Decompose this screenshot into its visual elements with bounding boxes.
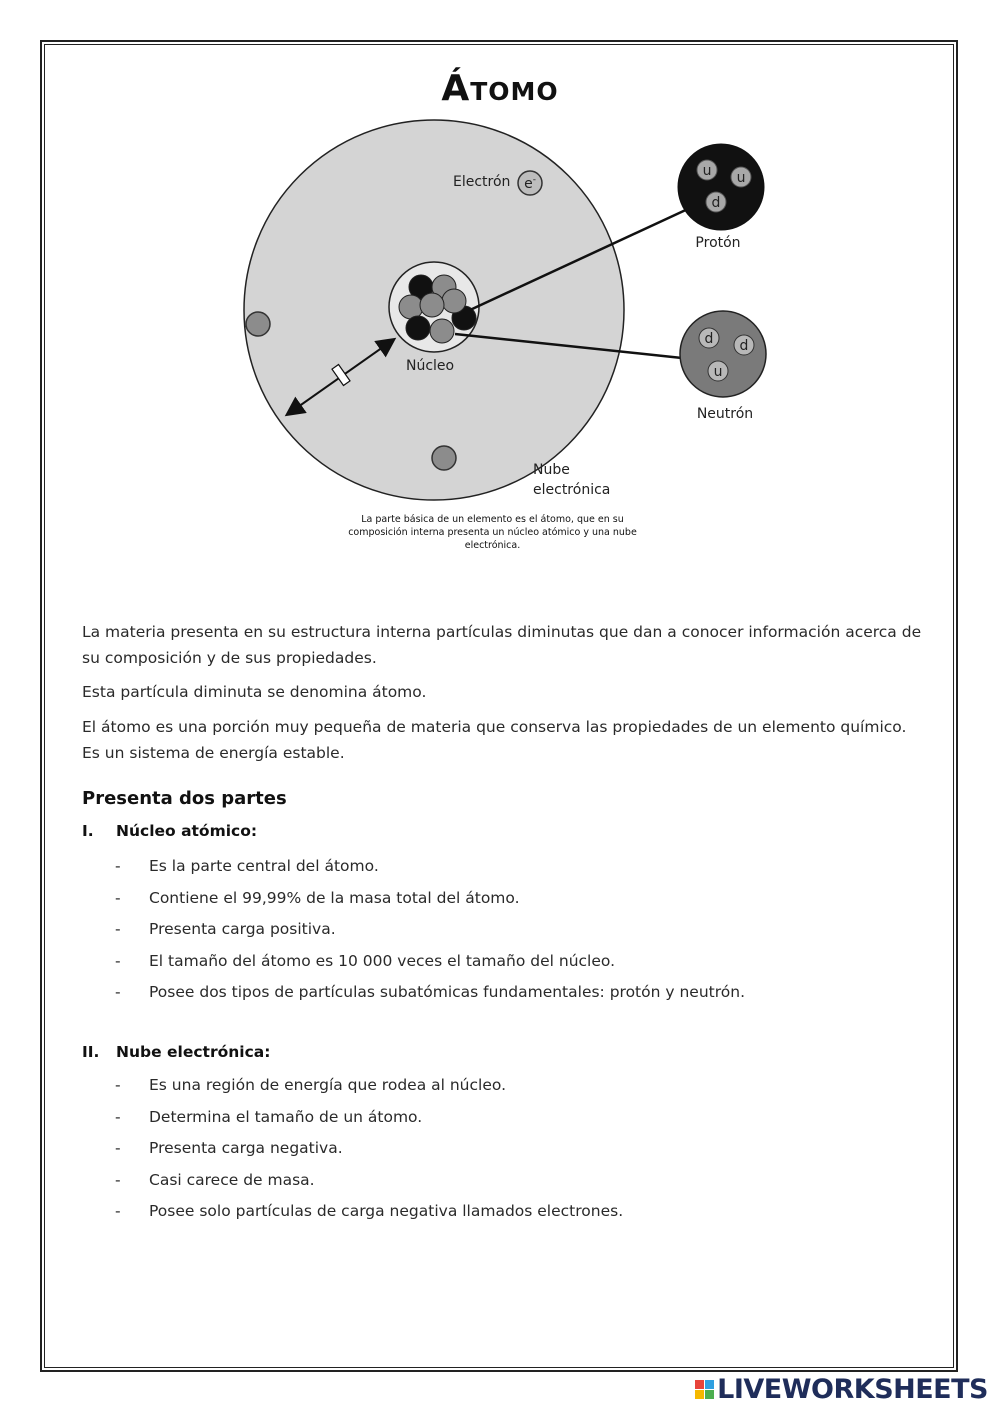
intro-paragraph-2: Esta partícula diminuta se denomina átomo. [82, 683, 427, 701]
nucleon-neutron [399, 295, 423, 319]
dash: - [115, 1076, 121, 1094]
intro-paragraph-1: La materia presenta en su estructura interna partículas diminutas que dan a conocer información acerca de su composición y de sus propiedades. [82, 623, 922, 667]
quark-label: u [702, 163, 712, 179]
proton-circle [678, 144, 764, 230]
list-item: - Posee solo partículas de carga negativa llamados electrones. [115, 1202, 624, 1220]
list-item: - Es una región de energía que rodea al núcleo. [115, 1076, 507, 1094]
proton-label: Protón [695, 235, 741, 251]
section-title: Nube electrónica: [116, 1043, 271, 1061]
electron-left [246, 312, 270, 336]
brand-name: LIVEWORKSHEETS [717, 1374, 988, 1405]
nucleon-neutron [420, 293, 444, 317]
list-item: - Contiene el 99,99% de la masa total del átomo. [115, 888, 520, 907]
electron-label: Electrón [453, 174, 511, 190]
dash: - [115, 888, 121, 907]
neutron-circle [680, 311, 766, 397]
neutron-label: Neutrón [696, 406, 754, 422]
parts-heading: Presenta dos partes [82, 788, 287, 809]
section-number: I. [82, 822, 94, 840]
list-item: - Posee dos tipos de partículas subatómicas fundamentales: protón y neutrón. [115, 983, 745, 1001]
dash: - [115, 951, 121, 970]
dash: - [115, 983, 121, 1001]
intro-paragraph-3: El átomo es una porción muy pequeña de materia que conserva las propiedades de un elemento químico. Es un sistema de energía estable. [82, 718, 907, 762]
electron-bottom [432, 446, 456, 470]
dash: - [115, 1107, 121, 1126]
brand-logo-icon [695, 1380, 714, 1399]
atom-diagram [0, 0, 1000, 600]
page-title: Átomo [441, 68, 559, 109]
dash: - [115, 1139, 121, 1157]
section-2-list [115, 1074, 915, 1232]
quark-label: d [739, 338, 749, 354]
list-item: - Determina el tamaño de un átomo. [115, 1107, 423, 1126]
section-number: II. [82, 1043, 100, 1061]
section-2-heading [82, 1043, 270, 1061]
nucleon-neutron [442, 289, 466, 313]
brand-logo[interactable] [695, 1374, 988, 1405]
list-item: - Presenta carga positiva. [115, 920, 336, 938]
dash: - [115, 857, 121, 875]
quark-label: u [713, 364, 723, 380]
list-item: - Casi carece de masa. [115, 1170, 315, 1189]
diagram-caption: La parte básica de un elemento es el átomo, que en su composición interna presenta un núcleo atómico y una nube electrónica. [348, 514, 637, 551]
dash: - [115, 1170, 121, 1189]
section-1-list [115, 855, 915, 1013]
dash: - [115, 1202, 121, 1220]
cloud-label-1: Nube [533, 462, 570, 478]
quark-label: d [711, 195, 721, 211]
dash: - [115, 920, 121, 938]
nucleus-label: Núcleo [406, 358, 455, 374]
nucleon-proton [406, 316, 430, 340]
section-1-heading [82, 822, 257, 840]
quark-label: u [736, 170, 746, 186]
cloud-label-2: electrónica [533, 482, 611, 498]
list-item: - El tamaño del átomo es 10 000 veces el tamaño del núcleo. [115, 951, 616, 970]
electron-symbol: e- [524, 175, 536, 192]
list-item: - Presenta carga negativa. [115, 1139, 343, 1157]
quark-label: d [704, 331, 714, 347]
nucleon-neutron [430, 319, 454, 343]
section-title: Núcleo atómico: [116, 822, 258, 840]
list-item: - Es la parte central del átomo. [115, 857, 379, 875]
